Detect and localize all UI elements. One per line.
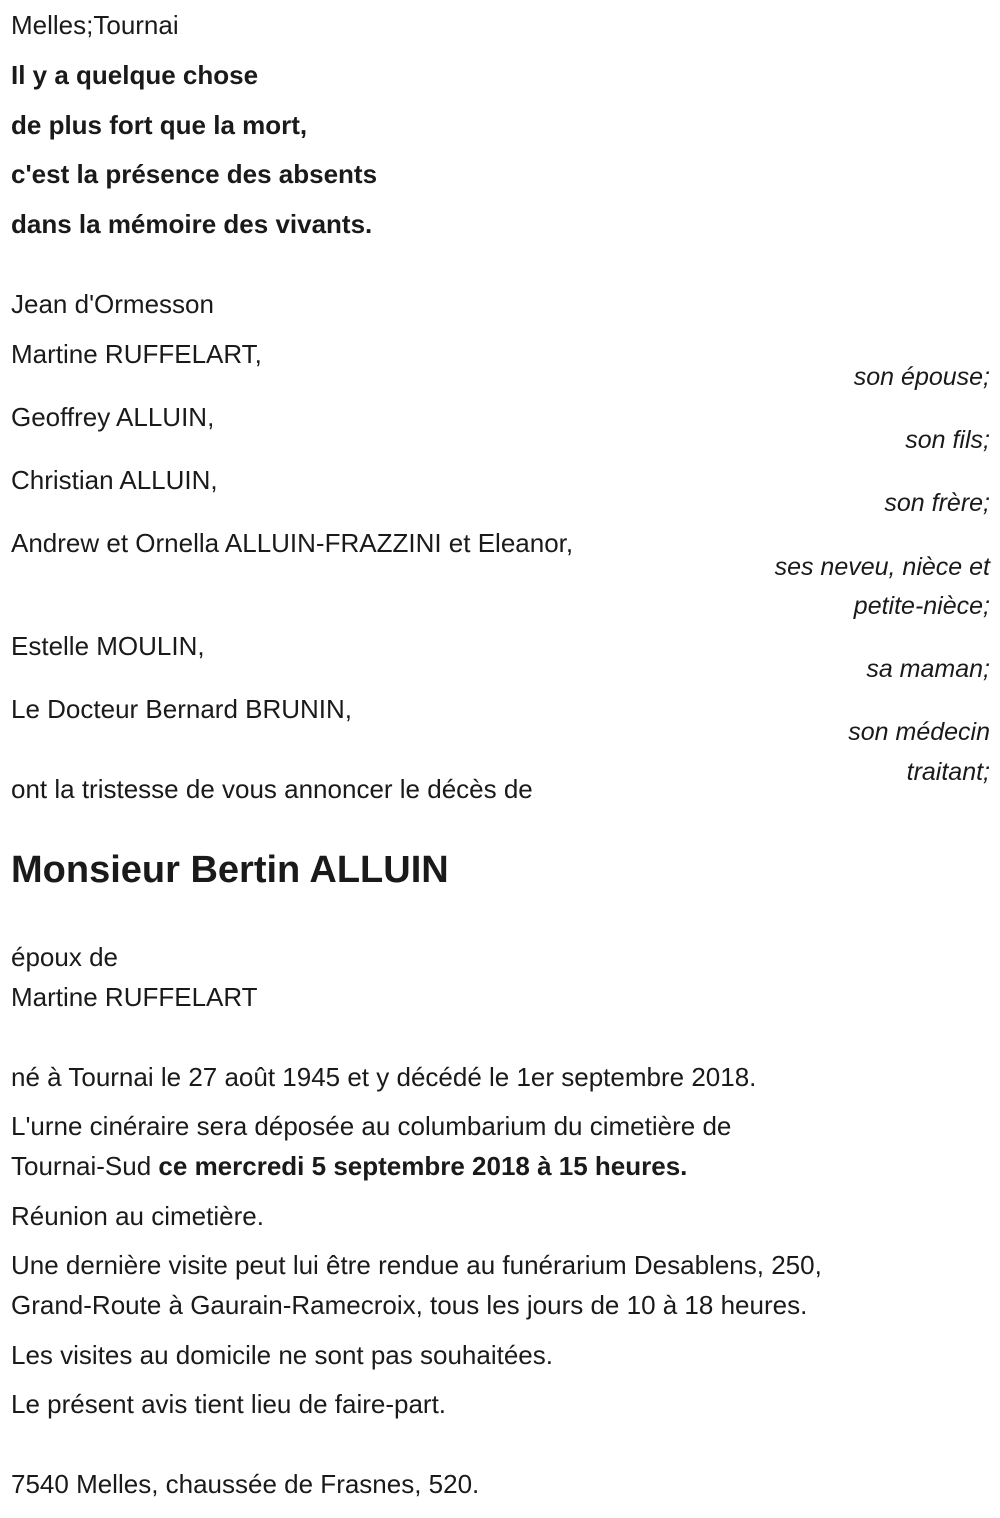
quote-line: de plus fort que la mort, <box>11 110 308 140</box>
home-visits-note: Les visites au domicile ne sont pas souhaitées. <box>11 1340 553 1370</box>
family-member-name: Christian ALLUIN, <box>11 465 218 495</box>
urn-info-date <box>11 1150 687 1182</box>
family-member-relation: son épouse; <box>853 363 990 391</box>
location-header: Melles;Tournai <box>11 10 179 40</box>
family-member-name: Le Docteur Bernard BRUNIN, <box>11 694 353 724</box>
family-member-relation: sa maman; <box>866 655 990 683</box>
quote-line: dans la mémoire des vivants. <box>11 209 373 239</box>
deceased-name: Monsieur Bertin ALLUIN <box>11 849 449 891</box>
family-member-relation: traitant; <box>906 758 990 786</box>
spouse-name: Martine RUFFELART <box>11 982 258 1012</box>
urn-info: L'urne cinéraire sera déposée au columbarium du cimetière de <box>11 1111 732 1141</box>
spouse-intro: époux de <box>11 942 118 972</box>
visit-info: Grand-Route à Gaurain-Ramecroix, tous les jours de 10 à 18 heures. <box>11 1290 808 1320</box>
family-member-name: Estelle MOULIN, <box>11 631 205 661</box>
meeting-info: Réunion au cimetière. <box>11 1201 264 1231</box>
address: 7540 Melles, chaussée de Frasnes, 520. <box>11 1469 480 1499</box>
family-member-relation: petite-nièce; <box>853 592 990 620</box>
family-member-relation: son fils; <box>905 426 990 454</box>
birth-death: né à Tournai le 27 août 1945 et y décédé le 1er septembre 2018. <box>11 1062 757 1092</box>
urn-date: ce mercredi 5 septembre 2018 à 15 heures. <box>158 1151 688 1181</box>
quote-line: Il y a quelque chose <box>11 60 259 90</box>
quote-line: c'est la présence des absents <box>11 159 378 189</box>
family-member-relation: ses neveu, nièce et <box>774 553 990 581</box>
family-member-name: Martine RUFFELART, <box>11 339 262 369</box>
notice: Le présent avis tient lieu de faire-part. <box>11 1389 447 1419</box>
family-member-name: Geoffrey ALLUIN, <box>11 402 215 432</box>
family-member-relation: son médecin <box>848 718 990 746</box>
family-member-name: Andrew et Ornella ALLUIN-FRAZZINI et Eleanor, <box>11 528 574 558</box>
announcement: ont la tristesse de vous annoncer le décès de <box>11 774 533 804</box>
family-member-relation: son frère; <box>884 489 990 517</box>
urn-place: Tournai-Sud <box>11 1151 159 1181</box>
quote-author: Jean d'Ormesson <box>11 289 214 319</box>
visit-info: Une dernière visite peut lui être rendue au funérarium Desablens, 250, <box>11 1250 822 1280</box>
